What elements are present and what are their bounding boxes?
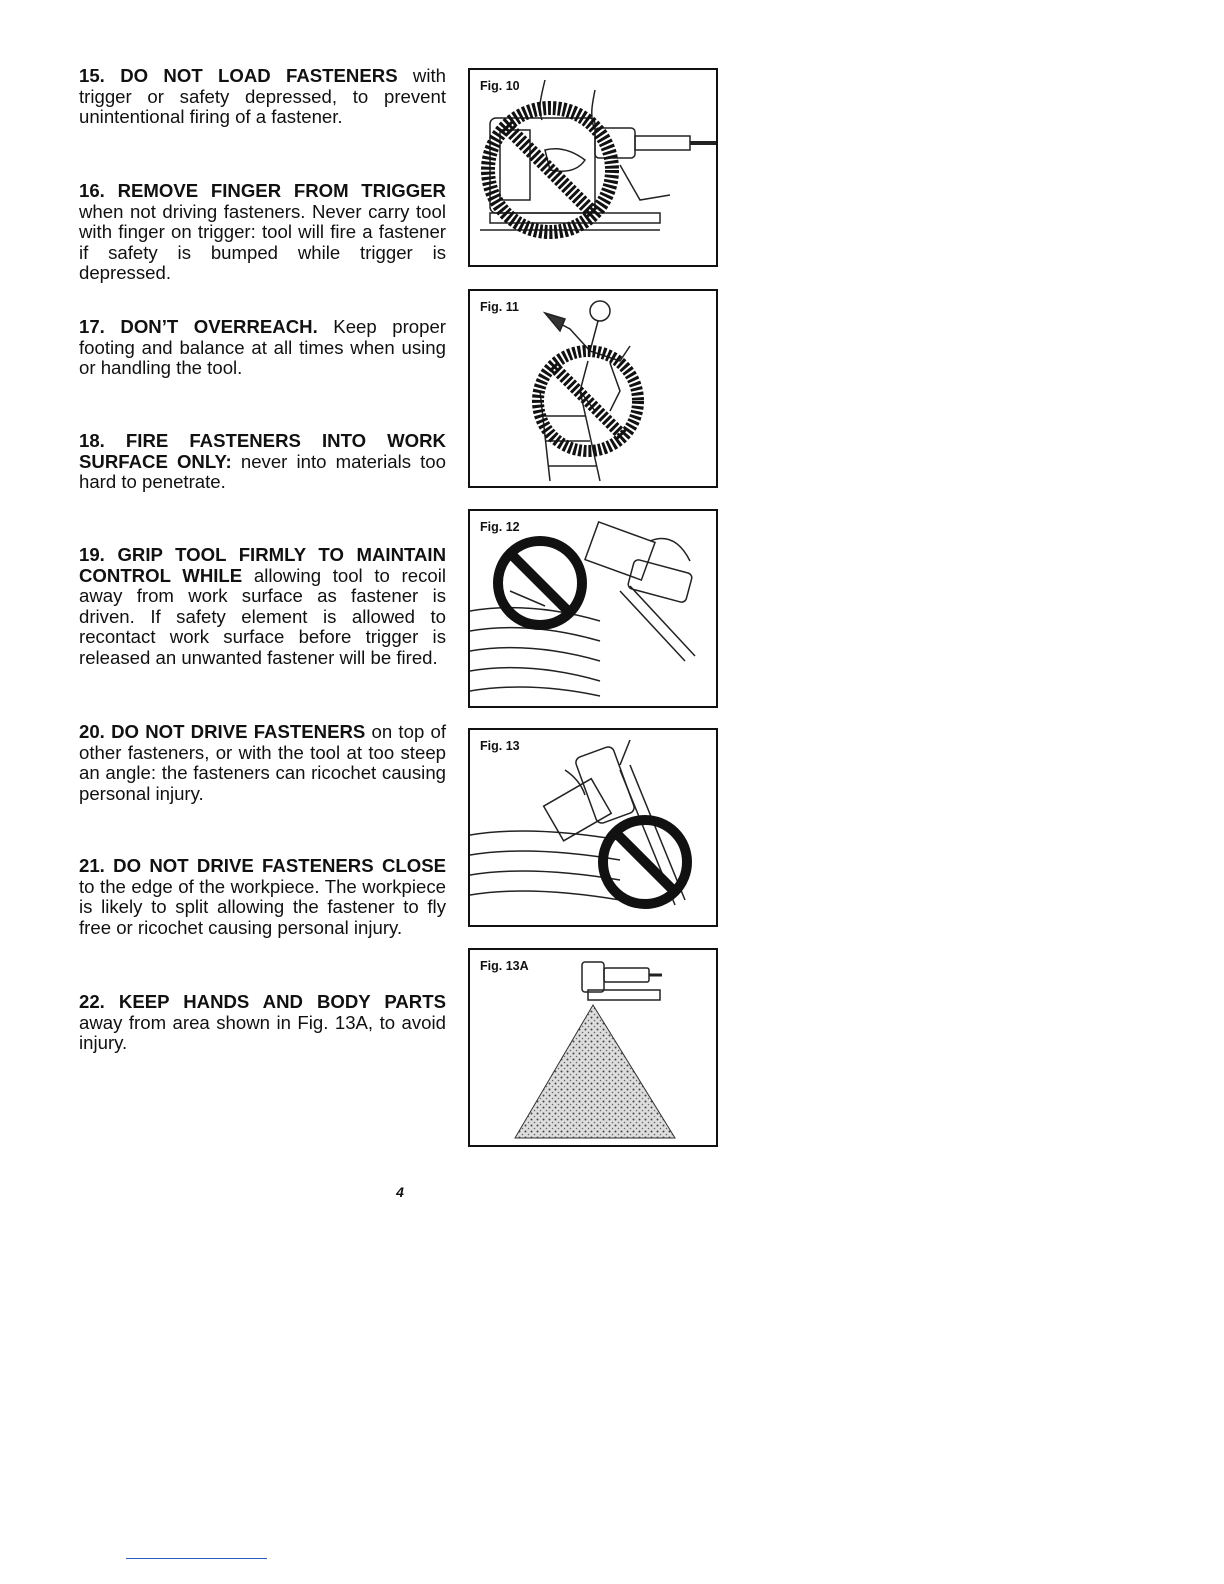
rule-heading: GRIP TOOL FIRMLY TO MAINTAIN CONTROL WHILE	[79, 544, 447, 586]
grip-recoil-illustration	[470, 511, 716, 706]
rule-heading: FIRE FASTENERS INTO WORK SURFACE ONLY:	[79, 430, 446, 472]
figure-label: Fig. 11	[480, 300, 519, 314]
rule-text: on top of other fasteners, or with the tool at too steep an angle: the fasteners can ricochet causing personal injury.	[79, 721, 447, 804]
rule-text: with trigger or safety depressed, to prevent unintentional firing of a fastener.	[79, 65, 446, 128]
bottom-divider	[126, 1558, 267, 1559]
rule-19	[79, 545, 446, 669]
figure-label: Fig. 10	[480, 79, 520, 93]
page-number: 4	[396, 1184, 404, 1200]
rule-heading: KEEP HANDS AND BODY PARTS	[118, 991, 446, 1012]
figure-11	[468, 289, 718, 488]
nailer-trigger-illustration	[470, 70, 716, 265]
figure-13a	[468, 948, 718, 1147]
figure-10	[468, 68, 718, 267]
rule-text: allowing tool to recoil away from work surface as fastener is driven. If safety element is allowed to recontact work surface before trigger is released an unwanted fastener will be fired.	[79, 564, 446, 668]
rule-20	[79, 722, 446, 804]
rule-number: 20.	[79, 721, 105, 742]
rule-15	[79, 66, 446, 128]
rule-21	[79, 856, 446, 938]
steep-angle-illustration	[470, 730, 716, 925]
rule-heading: DON’T OVERREACH.	[120, 316, 318, 337]
figure-label: Fig. 12	[480, 520, 520, 534]
rule-22	[79, 992, 446, 1054]
rule-number: 19.	[79, 544, 105, 565]
rule-17	[79, 317, 446, 379]
figure-label: Fig. 13A	[480, 959, 529, 973]
ladder-overreach-illustration	[470, 291, 716, 486]
danger-zone-illustration	[470, 950, 716, 1145]
rule-text: when not driving fasteners. Never carry tool with finger on trigger: tool will fire a fastener if safety is bumped while trigger is depressed.	[79, 200, 446, 284]
rule-number: 22.	[79, 991, 105, 1012]
rule-number: 21.	[79, 855, 105, 876]
rule-heading: DO NOT DRIVE FASTENERS CLOSE	[113, 855, 446, 876]
rule-text: never into materials too hard to penetrate.	[79, 450, 446, 493]
rule-text: away from area shown in Fig. 13A, to avoid injury.	[79, 1011, 446, 1054]
rule-number: 15.	[79, 65, 105, 86]
rule-heading: REMOVE FINGER FROM TRIGGER	[117, 180, 446, 201]
rule-16	[79, 181, 446, 284]
rule-text: to the edge of the workpiece. The workpiece is likely to split allowing the fastener to fly free or ricochet causing personal injury.	[79, 875, 446, 938]
rule-heading: DO NOT DRIVE FASTENERS	[111, 721, 366, 742]
rule-heading: DO NOT LOAD FASTENERS	[120, 65, 398, 86]
figure-12	[468, 509, 718, 708]
rule-number: 16.	[79, 180, 105, 201]
rule-number: 17.	[79, 316, 105, 337]
rule-18	[79, 431, 446, 493]
figure-label: Fig. 13	[480, 739, 520, 753]
rule-number: 18.	[79, 430, 105, 451]
rule-text: Keep proper footing and balance at all times when using or handling the tool.	[79, 316, 447, 379]
figure-13	[468, 728, 718, 927]
